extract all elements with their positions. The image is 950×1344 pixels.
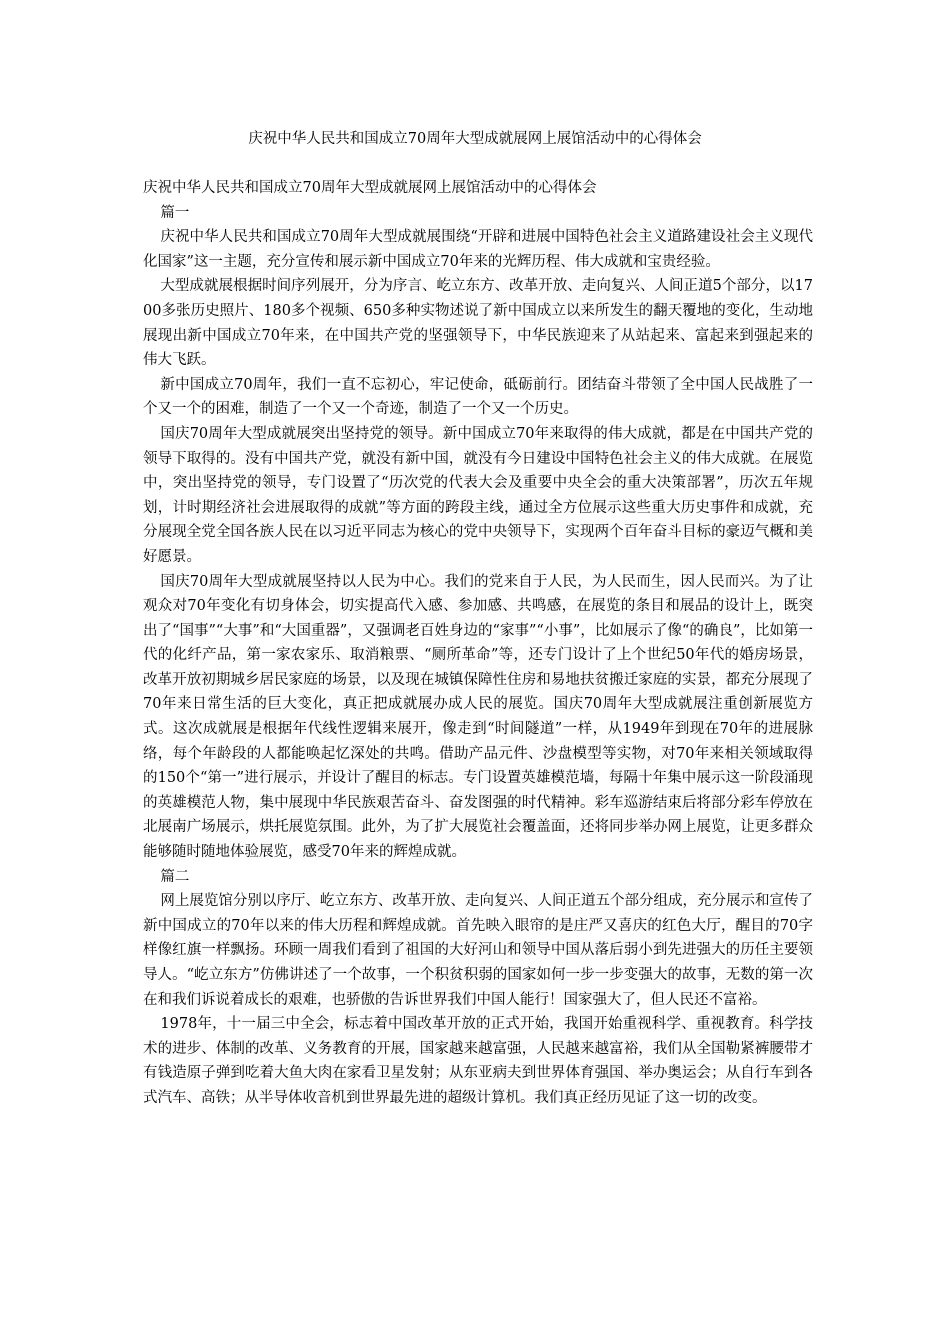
paragraph: 网上展览馆分别以序厅、屹立东方、改革开放、走向复兴、人间正道五个部分组成，充分展示和宣传了新中国成立的70年以来的伟大历程和辉煌成就。首先映入眼帘的是庄严又喜庆的红色大厅，醒目的70字样像红旗一样飘扬。环顾一周我们看到了祖国的大好河山和领导中国从落后弱小到先进强大的历任主要领导人。“屹立东方”仿佛讲述了一个故事，一个积贫积弱的国家如何一步一步变强大的故事，无数的第一次在和我们诉说着成长的艰难，也骄傲的告诉世界我们中国人能行！国家强大了，但人民还不富裕。 [143, 893, 813, 1008]
document-body [143, 176, 813, 1111]
paragraph: 庆祝中华人民共和国成立70周年大型成就展围绕“开辟和进展中国特色社会主义道路建设社会主义现代化国家”这一主题，充分宣传和展示新中国成立70年来的光辉历程、伟大成就和宝贵经验。 [143, 229, 813, 270]
paragraph: 1978年，十一届三中全会，标志着中国改革开放的正式开始，我国开始重视科学、重视教育。科学技术的进步、体制的改革、义务教育的开展，国家越来越富强，人民越来越富裕，我们从全国勒紧裤腰带才有钱造原子弹到吃着大鱼大肉在家看卫星发射；从东亚病夫到世界体育强国、举办奥运会；从自行车到各式汽车、高铁；从半导体收音机到世界最先进的超级计算机。我们真正经历见证了这一切的改变。 [143, 1016, 813, 1106]
paragraph: 国庆70周年大型成就展突出坚持党的领导。新中国成立70年来取得的伟大成就，都是在中国共产党的领导下取得的。没有中国共产党，就没有新中国，就没有今日建设中国特色社会主义的伟大成就。在展览中，突出坚持党的领导，专门设置了“历次党的代表大会及重要中央全会的重大决策部署”，历次五年规划，计时期经济社会进展取得的成就”等方面的跨段主线，通过全方位展示这些重大历史事件和成就，充分展现全党全国各族人民在以习近平同志为核心的党中央领导下，实现两个百年奋斗目标的豪迈气概和美好愿景。 [143, 425, 813, 565]
section-heading-1: 篇一 [160, 204, 190, 221]
paragraph: 国庆70周年大型成就展坚持以人民为中心。我们的党来自于人民，为人民而生，因人民而兴。为了让观众对70年变化有切身体会，切实提高代入感、参加感、共鸣感，在展览的条目和展品的设计上，既突出了“国事”“大事”和“大国重器”，又强调老百姓身边的“家事”“小事”，比如展示了像“的确良”，比如第一代的化纤产品，第一家农家乐、取消粮票、“厕所革命”等，还专门设计了上个世纪50年代的婚房场景，改革开放初期城乡居民家庭的场景，以及现在城镇保障性住房和易地扶贫搬迁家庭的实景，都充分展现了70年来日常生活的巨大变化，真正把成就展办成人民的展览。国庆70周年大型成就展注重创新展览方式。这次成就展是根据年代线性逻辑来展开，像走到“时间隧道”一样，从1949年到现在70年的进展脉络，每个年龄段的人都能唤起忆深处的共鸣。借助产品元件、沙盘模型等实物，对70年来相关领域取得的150个“第一”进行展示，并设计了醒目的标志。专门设置英雄模范墙，每隔十年集中展示这一阶段涌现的英雄模范人物，集中展现中华民族艰苦奋斗、奋发图强的时代精神。彩车巡游结束后将部分彩车停放在北展南广场展示，烘托展览氛围。此外，为了扩大展览社会覆盖面，还将同步举办网上展览，让更多群众能够随时随地体验展览，感受70年来的辉煌成就。 [143, 573, 813, 861]
document-title: 庆祝中华人民共和国成立70周年大型成就展网上展馆活动中的心得体会 [248, 131, 702, 147]
section-heading-2: 篇二 [160, 868, 190, 885]
document-subtitle: 庆祝中华人民共和国成立70周年大型成就展网上展馆活动中的心得体会 [143, 180, 597, 196]
paragraph: 新中国成立70周年，我们一直不忘初心，牢记使命，砥砺前行。团结奋斗带领了全中国人民战胜了一个又一个的困难，制造了一个又一个奇迹，制造了一个又一个历史。 [143, 376, 813, 418]
paragraph: 大型成就展根据时间序列展开，分为序言、屹立东方、改革开放、走向复兴、人间正道5个部分，以1700多张历史照片、180多个视频、650多种实物述说了新中国成立以来所发生的翻天覆地的变化，生动地展现出新中国成立70年来，在中国共产党的坚强领导下，中华民族迎来了从站起来、富起来到强起来的伟大飞跃。 [143, 278, 813, 369]
